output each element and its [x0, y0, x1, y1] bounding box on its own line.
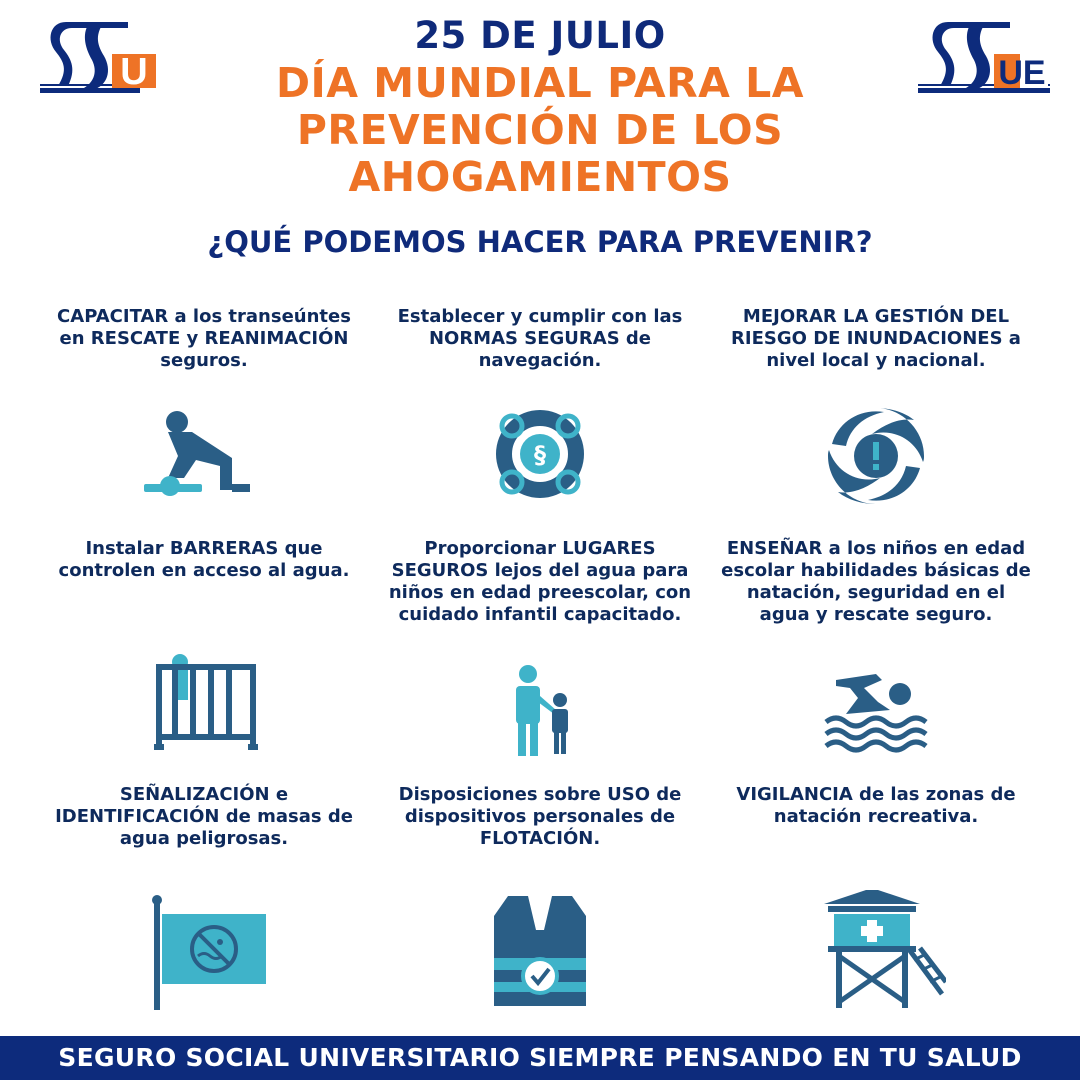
lifeguard-tower-icon [806, 890, 946, 1010]
barrier-icon [134, 644, 274, 764]
tip-card-signage [34, 784, 374, 850]
tip-text: Disposiciones sobre USO de dispositivos personales de FLOTACIÓN. [398, 784, 682, 849]
tip-card-surveillance [706, 784, 1046, 828]
page-subtitle: ¿QUÉ PODEMOS HACER PARA PREVENIR? [207, 225, 873, 259]
tip-text: CAPACITAR a los transeúntes en RESCATE y REANIMACIÓN seguros. [57, 306, 351, 371]
swimmer-icon [806, 644, 946, 764]
tip-card-barriers [34, 538, 374, 582]
storm-icon [806, 400, 946, 520]
tip-card-flotation [370, 784, 710, 850]
tip-text: Instalar BARRERAS que controlen en acceso al agua. [58, 538, 350, 581]
date-heading: 25 DE JULIO [414, 14, 666, 57]
tip-text: VIGILANCIA de las zonas de natación recreativa. [736, 784, 1016, 827]
svg-text:§: § [534, 441, 546, 469]
footer-banner: SEGURO SOCIAL UNIVERSITARIO SIEMPRE PENSANDO EN TU SALUD [0, 1036, 1080, 1080]
lifebuoy-icon [470, 400, 610, 520]
tip-text: ENSEÑAR a los niños en edad escolar habilidades básicas de natación, seguridad en el agua y rescate seguro. [721, 538, 1031, 625]
tip-text: SEÑALIZACIÓN e IDENTIFICACIÓN de masas de agua peligrosas. [55, 784, 353, 849]
tip-text: Proporcionar LUGARES SEGUROS lejos del agua para niños en edad preescolar, con cuidado infantil capacitado. [388, 538, 692, 625]
tip-card-rescue-training [34, 306, 374, 372]
tip-text: Establecer y cumplir con las NORMAS SEGURAS de navegación. [397, 306, 683, 371]
ssu-logo-text: U [120, 51, 148, 93]
warning-flag-icon [134, 890, 274, 1010]
tip-card-safe-places [370, 538, 710, 626]
tip-card-flood-risk [706, 306, 1046, 372]
tip-text: MEJORAR LA GESTIÓN DEL RIESGO DE INUNDACIONES a nivel local y nacional. [731, 306, 1021, 371]
life-vest-icon [470, 890, 610, 1010]
page-title: DÍA MUNDIAL PARA LA PREVENCIÓN DE LOS AHOGAMIENTOS [275, 59, 805, 201]
adult-child-icon [470, 644, 610, 764]
tip-card-safe-boating [370, 306, 710, 469]
tip-card-swimming-lessons [706, 538, 1046, 626]
cpr-icon [134, 400, 274, 520]
ssue-logo-text: UE [998, 54, 1046, 92]
